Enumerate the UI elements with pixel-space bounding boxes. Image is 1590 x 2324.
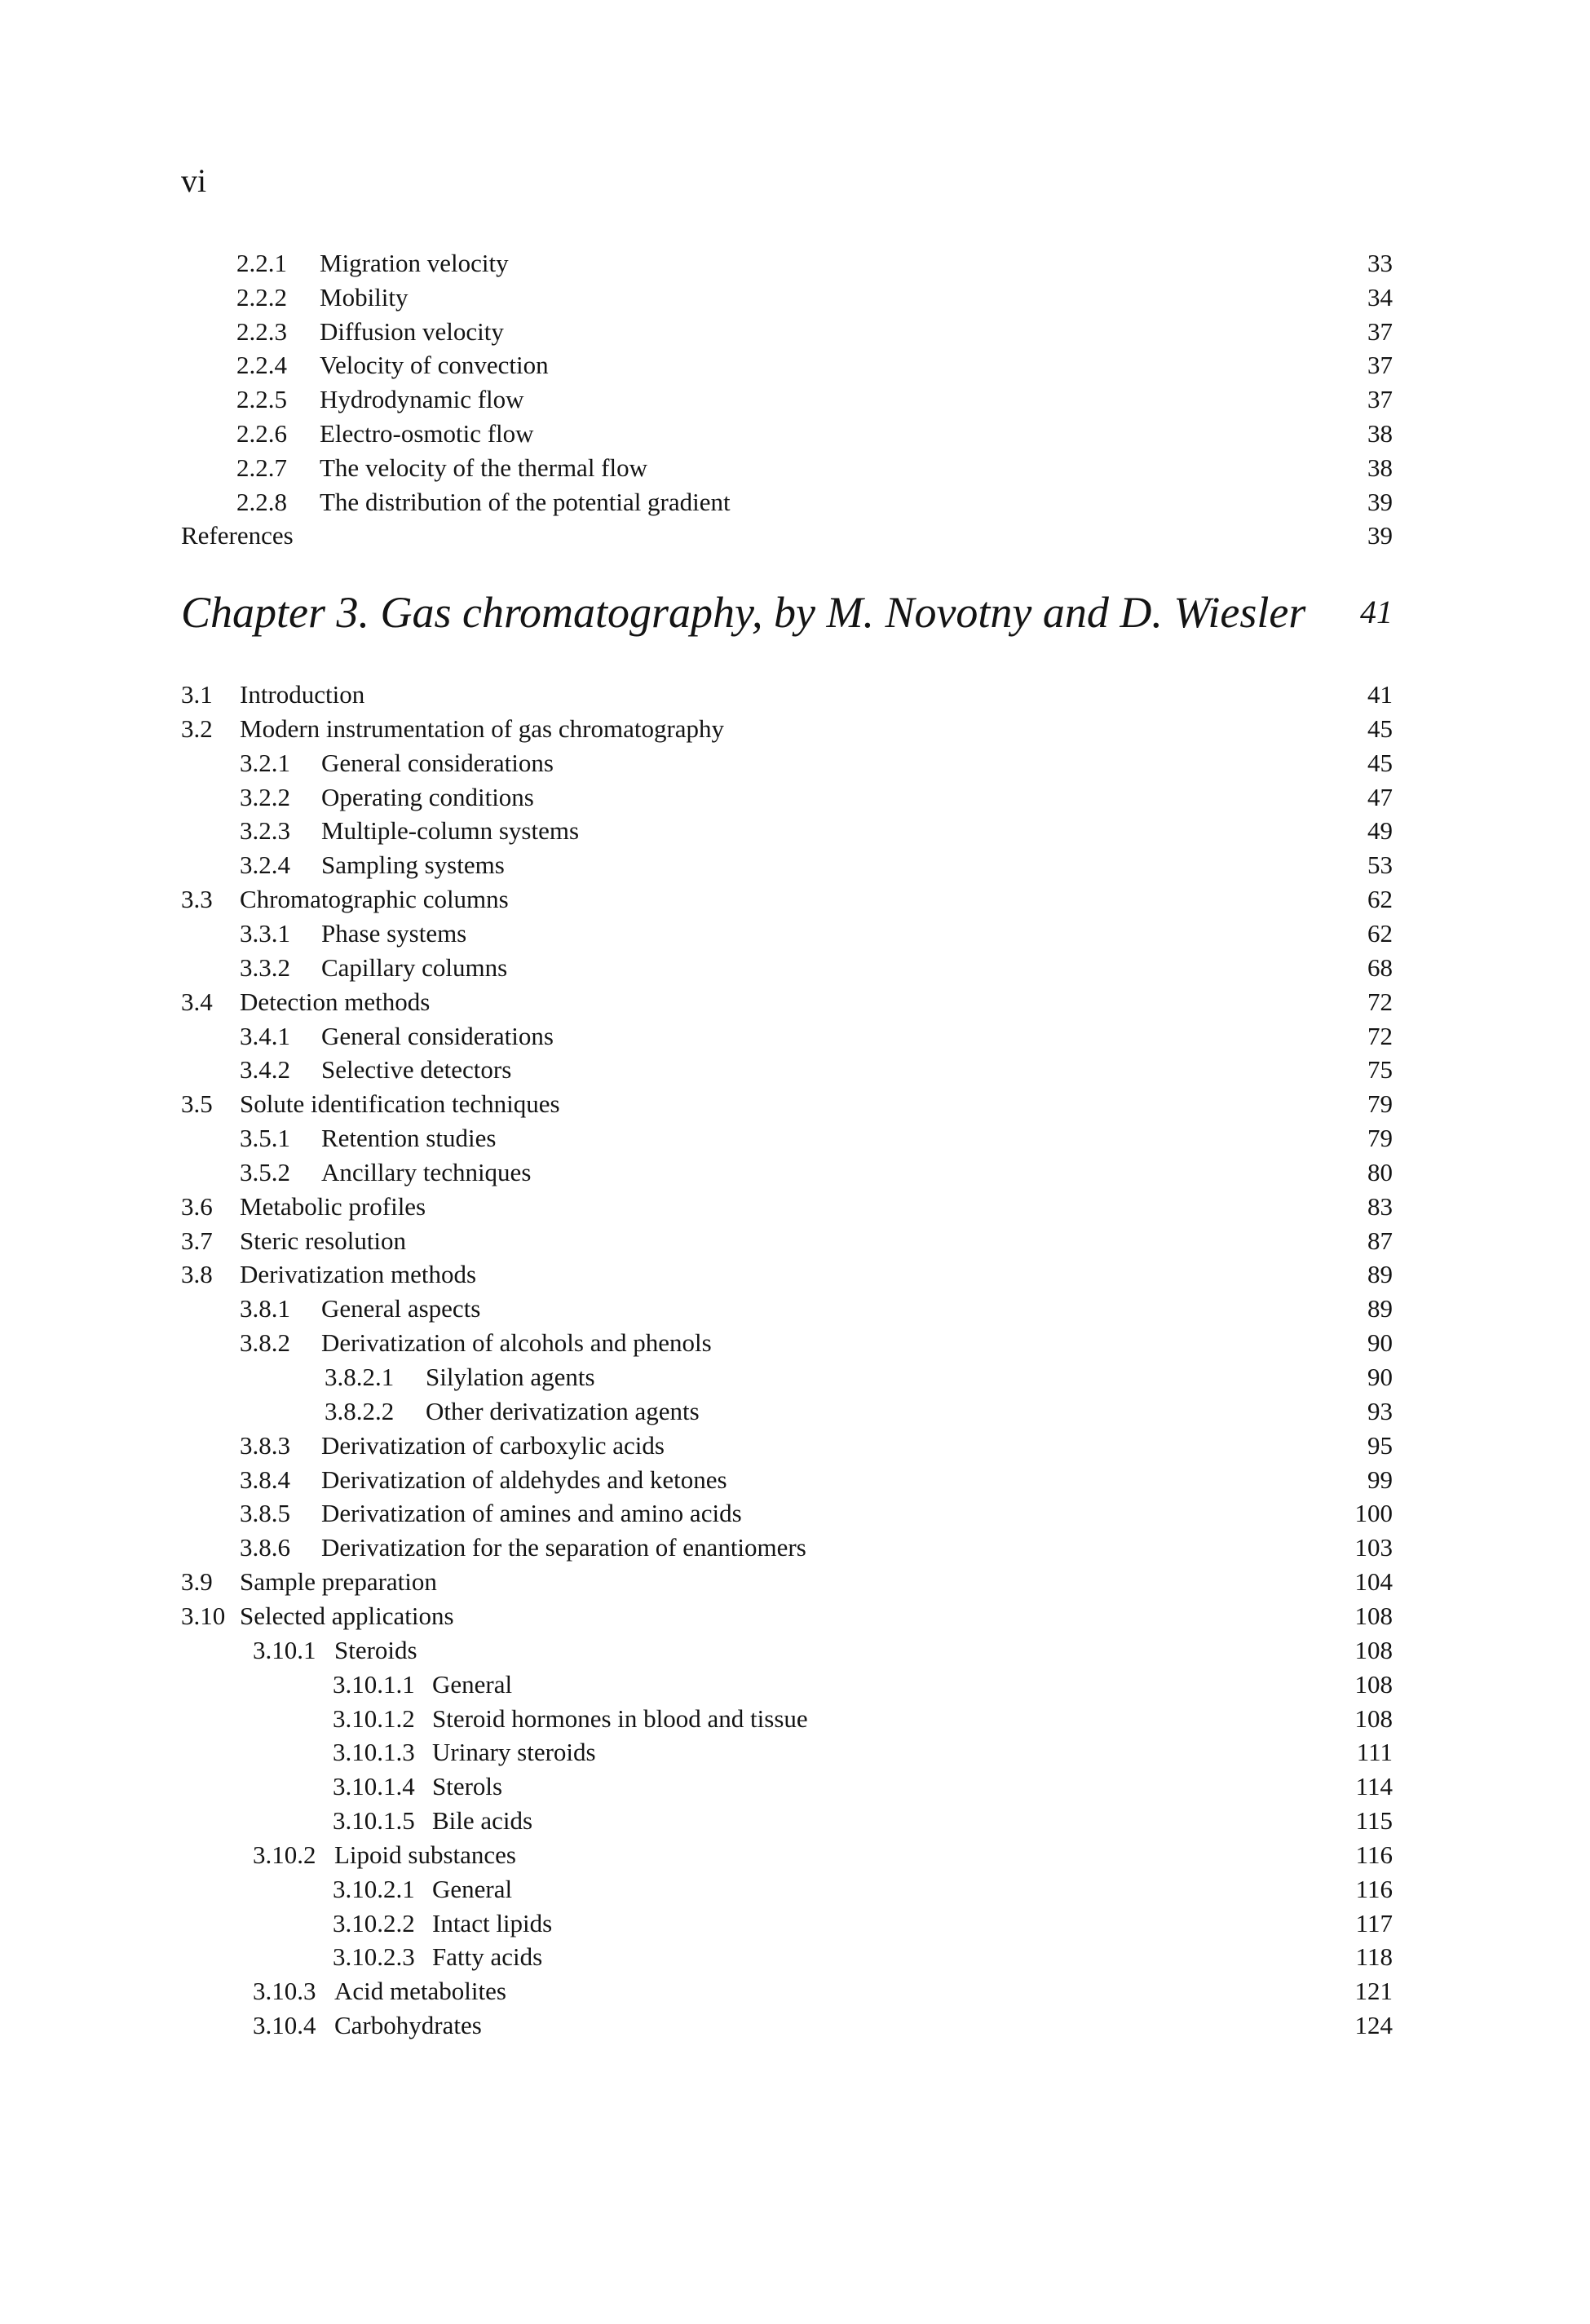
section-title: Urinary steroids [432, 1738, 596, 1767]
section-number: 3.4.1 [240, 1021, 290, 1050]
section-page: 100 [1354, 1499, 1393, 1528]
toc-entry [181, 1531, 1393, 1564]
toc-entry [181, 1941, 1393, 1973]
toc-entry [181, 383, 1393, 416]
section-title: Derivatization of amines and amino acids [321, 1499, 742, 1528]
section-title: Intact lipids [432, 1908, 553, 1937]
toc-entry [181, 519, 1393, 552]
section-page: 90 [1367, 1363, 1393, 1391]
section-page: 93 [1367, 1396, 1393, 1425]
section-page: 75 [1367, 1055, 1393, 1085]
toc-entry [181, 281, 1393, 314]
section-number: 3.10.1.2 [333, 1703, 415, 1733]
section-page: 104 [1354, 1567, 1393, 1597]
toc-entry [181, 1497, 1393, 1530]
section-number: 3.10.1 [253, 1635, 316, 1664]
section-title: Sampling systems [321, 851, 505, 880]
toc-entry [181, 1020, 1393, 1053]
section-number: 3.1 [181, 680, 213, 709]
section-title: Phase systems [321, 918, 467, 948]
section-number: 2.2.2 [236, 282, 287, 311]
section-title: Introduction [240, 680, 365, 709]
section-page: 108 [1354, 1703, 1393, 1733]
toc-entry [181, 1191, 1393, 1223]
page-number: vi [181, 162, 207, 199]
toc-entry [181, 1464, 1393, 1496]
section-number: 3.10.1.4 [333, 1772, 415, 1801]
section-number: 3.7 [181, 1226, 213, 1255]
section-page: 68 [1367, 952, 1393, 982]
section-page: 41 [1367, 680, 1393, 709]
section-page: 47 [1367, 782, 1393, 811]
section-title: Steric resolution [240, 1226, 407, 1255]
section-number: 3.3 [181, 885, 213, 914]
toc-entry [181, 713, 1393, 745]
section-number: 3.5.2 [240, 1157, 290, 1186]
section-page: 79 [1367, 1124, 1393, 1153]
section-title: Steroids [334, 1635, 417, 1664]
toc-entry [181, 2009, 1393, 2042]
section-page: 83 [1367, 1191, 1393, 1221]
section-page: 116 [1355, 1874, 1393, 1903]
section-title: Hydrodynamic flow [320, 385, 524, 414]
toc-entry [181, 1703, 1393, 1735]
section-number: 2.2.5 [236, 385, 287, 414]
toc-entry [181, 1736, 1393, 1769]
section-page: 111 [1356, 1738, 1393, 1767]
section-page: 62 [1367, 885, 1393, 914]
section-title: Velocity of convection [320, 351, 549, 380]
section-title: Sample preparation [240, 1567, 437, 1597]
section-number: 3.8.6 [240, 1533, 290, 1562]
toc-entry [181, 1156, 1393, 1189]
toc-entry [181, 747, 1393, 780]
section-page: 115 [1355, 1806, 1393, 1836]
section-number: 3.8.5 [240, 1499, 290, 1528]
section-title: Selected applications [240, 1601, 454, 1630]
section-title: Operating conditions [321, 782, 534, 811]
section-page: 45 [1367, 714, 1393, 743]
section-title: Solute identification techniques [240, 1089, 560, 1119]
toc-entry [181, 1088, 1393, 1120]
section-page: 117 [1355, 1908, 1393, 1937]
section-title: Bile acids [432, 1806, 533, 1836]
section-title: Ancillary techniques [321, 1157, 532, 1186]
section-number: 3.4 [181, 987, 213, 1016]
section-page: 37 [1367, 351, 1393, 380]
section-title: Electro-osmotic flow [320, 419, 534, 448]
section-number: 3.10.3 [253, 1977, 316, 2006]
section-page: 95 [1367, 1430, 1393, 1460]
chapter-title: Chapter 3. Gas chromatography, by M. Novotny and D. Wiesler [181, 588, 1306, 637]
section-title: Detection methods [240, 987, 431, 1016]
section-number: 3.2.1 [240, 748, 290, 777]
section-number: 3.2.4 [240, 851, 290, 880]
section-title: General considerations [321, 748, 554, 777]
section-title: Migration velocity [320, 249, 509, 277]
section-page: 103 [1354, 1533, 1393, 1562]
section-title: Fatty acids [432, 1942, 543, 1972]
toc-entry [181, 418, 1393, 450]
section-page: 108 [1354, 1669, 1393, 1699]
toc-entry [181, 1292, 1393, 1325]
section-number: 3.8.2.1 [325, 1363, 395, 1391]
toc-entry [181, 815, 1393, 847]
toc-entry [181, 1668, 1393, 1701]
section-title: General [432, 1669, 513, 1699]
section-page: 79 [1367, 1089, 1393, 1119]
section-title: Derivatization of carboxylic acids [321, 1430, 665, 1460]
section-page: 108 [1354, 1601, 1393, 1630]
toc-entry [181, 486, 1393, 519]
toc-entry [181, 1770, 1393, 1803]
section-title: Steroid hormones in blood and tissue [432, 1703, 808, 1733]
section-page: 38 [1367, 453, 1393, 482]
section-number: 2.2.3 [236, 316, 287, 346]
section-page: 108 [1354, 1635, 1393, 1664]
section-page: 116 [1355, 1840, 1393, 1869]
section-number: 3.10.1.3 [333, 1738, 415, 1767]
toc-entry [181, 917, 1393, 950]
section-number: 3.2.3 [240, 816, 290, 846]
section-number: 3.8.1 [240, 1294, 290, 1323]
section-title: Metabolic profiles [240, 1191, 426, 1221]
chapter-page: 41 [1360, 594, 1393, 630]
toc-entry [181, 1975, 1393, 2008]
section-page: 118 [1355, 1942, 1393, 1972]
section-page: 114 [1355, 1772, 1393, 1801]
section-title: General aspects [321, 1294, 481, 1323]
section-number: 2.2.4 [236, 351, 287, 380]
section-page: 124 [1354, 2011, 1393, 2040]
section-page: 89 [1367, 1260, 1393, 1289]
section-number: 3.10.1.1 [333, 1669, 415, 1699]
section-page: 39 [1367, 487, 1393, 516]
toc-entry [181, 349, 1393, 382]
toc-entry [181, 1566, 1393, 1598]
section-number: 3.10.2.1 [333, 1874, 415, 1903]
section-page: 62 [1367, 918, 1393, 948]
section-title: References [181, 521, 294, 550]
section-title: Carbohydrates [334, 2011, 482, 2040]
toc-entry [181, 1907, 1393, 1940]
toc-entry [181, 1600, 1393, 1633]
section-title: Chromatographic columns [240, 885, 509, 914]
section-title: Other derivatization agents [426, 1396, 700, 1425]
section-title: Retention studies [321, 1124, 497, 1153]
section-page: 49 [1367, 816, 1393, 846]
section-number: 2.2.6 [236, 419, 287, 448]
section-title: Mobility [320, 282, 409, 311]
section-page: 45 [1367, 748, 1393, 777]
section-title: Derivatization of aldehydes and ketones [321, 1465, 727, 1494]
section-number: 3.2 [181, 714, 213, 743]
section-number: 3.6 [181, 1191, 213, 1221]
section-number: 2.2.7 [236, 453, 287, 482]
section-number: 3.8.4 [240, 1465, 290, 1494]
toc-entry [181, 1122, 1393, 1155]
toc-entry [181, 1805, 1393, 1837]
toc-entry [181, 1225, 1393, 1257]
section-number: 3.4.2 [240, 1055, 290, 1085]
toc-entry [181, 1327, 1393, 1359]
section-number: 3.3.1 [240, 918, 290, 948]
toc-entry [181, 1873, 1393, 1906]
section-number: 3.9 [181, 1567, 213, 1597]
section-number: 3.10 [181, 1601, 226, 1630]
section-number: 3.8 [181, 1260, 213, 1289]
section-page: 72 [1367, 987, 1393, 1016]
section-page: 90 [1367, 1328, 1393, 1358]
section-page: 87 [1367, 1226, 1393, 1255]
section-number: 2.2.8 [236, 487, 287, 516]
toc-entry [181, 1054, 1393, 1086]
section-page: 53 [1367, 851, 1393, 880]
section-title: Selective detectors [321, 1055, 512, 1085]
toc-entry [181, 952, 1393, 984]
toc-entry [181, 316, 1393, 348]
toc-entry [181, 849, 1393, 881]
section-page: 34 [1367, 282, 1393, 311]
section-number: 3.2.2 [240, 782, 290, 811]
chapter-heading [181, 584, 1393, 641]
section-number: 3.5 [181, 1089, 213, 1119]
section-number: 2.2.1 [236, 249, 287, 277]
section-title: Acid metabolites [334, 1977, 506, 2006]
section-page: 80 [1367, 1157, 1393, 1186]
section-number: 3.8.3 [240, 1430, 290, 1460]
section-page: 33 [1367, 249, 1393, 277]
toc-entry [181, 1429, 1393, 1462]
section-number: 3.10.2 [253, 1840, 316, 1869]
section-page: 121 [1354, 1977, 1393, 2006]
section-page: 39 [1367, 521, 1393, 550]
section-title: Capillary columns [321, 952, 508, 982]
section-number: 3.5.1 [240, 1124, 290, 1153]
toc-entry [181, 1361, 1393, 1394]
section-page: 37 [1367, 316, 1393, 346]
toc-entry [181, 1634, 1393, 1667]
section-title: Derivatization methods [240, 1260, 477, 1289]
section-page: 38 [1367, 419, 1393, 448]
toc-entry [181, 1839, 1393, 1871]
section-title: The velocity of the thermal flow [320, 453, 648, 482]
toc-entry [181, 247, 1393, 280]
section-number: 3.8.2.2 [325, 1396, 395, 1425]
section-title: General [432, 1874, 513, 1903]
section-title: Multiple-column systems [321, 816, 580, 846]
section-title: Derivatization of alcohols and phenols [321, 1328, 712, 1358]
section-title: Diffusion velocity [320, 316, 504, 346]
toc-entry [181, 1258, 1393, 1291]
toc-entry [181, 781, 1393, 814]
section-title: Sterols [432, 1772, 503, 1801]
section-title: Modern instrumentation of gas chromatography [240, 714, 725, 743]
section-title: Derivatization for the separation of enantiomers [321, 1533, 806, 1562]
section-page: 72 [1367, 1021, 1393, 1050]
section-title: Lipoid substances [334, 1840, 516, 1869]
section-page: 37 [1367, 385, 1393, 414]
section-number: 3.10.2.2 [333, 1908, 415, 1937]
toc-entry [181, 986, 1393, 1018]
toc-entry [181, 452, 1393, 484]
section-page: 89 [1367, 1294, 1393, 1323]
section-number: 3.10.4 [253, 2011, 316, 2040]
section-title: The distribution of the potential gradient [320, 487, 731, 516]
section-title: Silylation agents [426, 1363, 595, 1391]
section-page: 99 [1367, 1465, 1393, 1494]
section-title: General considerations [321, 1021, 554, 1050]
section-number: 3.10.1.5 [333, 1806, 415, 1836]
section-number: 3.8.2 [240, 1328, 290, 1358]
toc-entry [181, 883, 1393, 916]
section-number: 3.3.2 [240, 952, 290, 982]
toc-entry [181, 678, 1393, 711]
section-number: 3.10.2.3 [333, 1942, 415, 1972]
toc-entry [181, 1395, 1393, 1428]
